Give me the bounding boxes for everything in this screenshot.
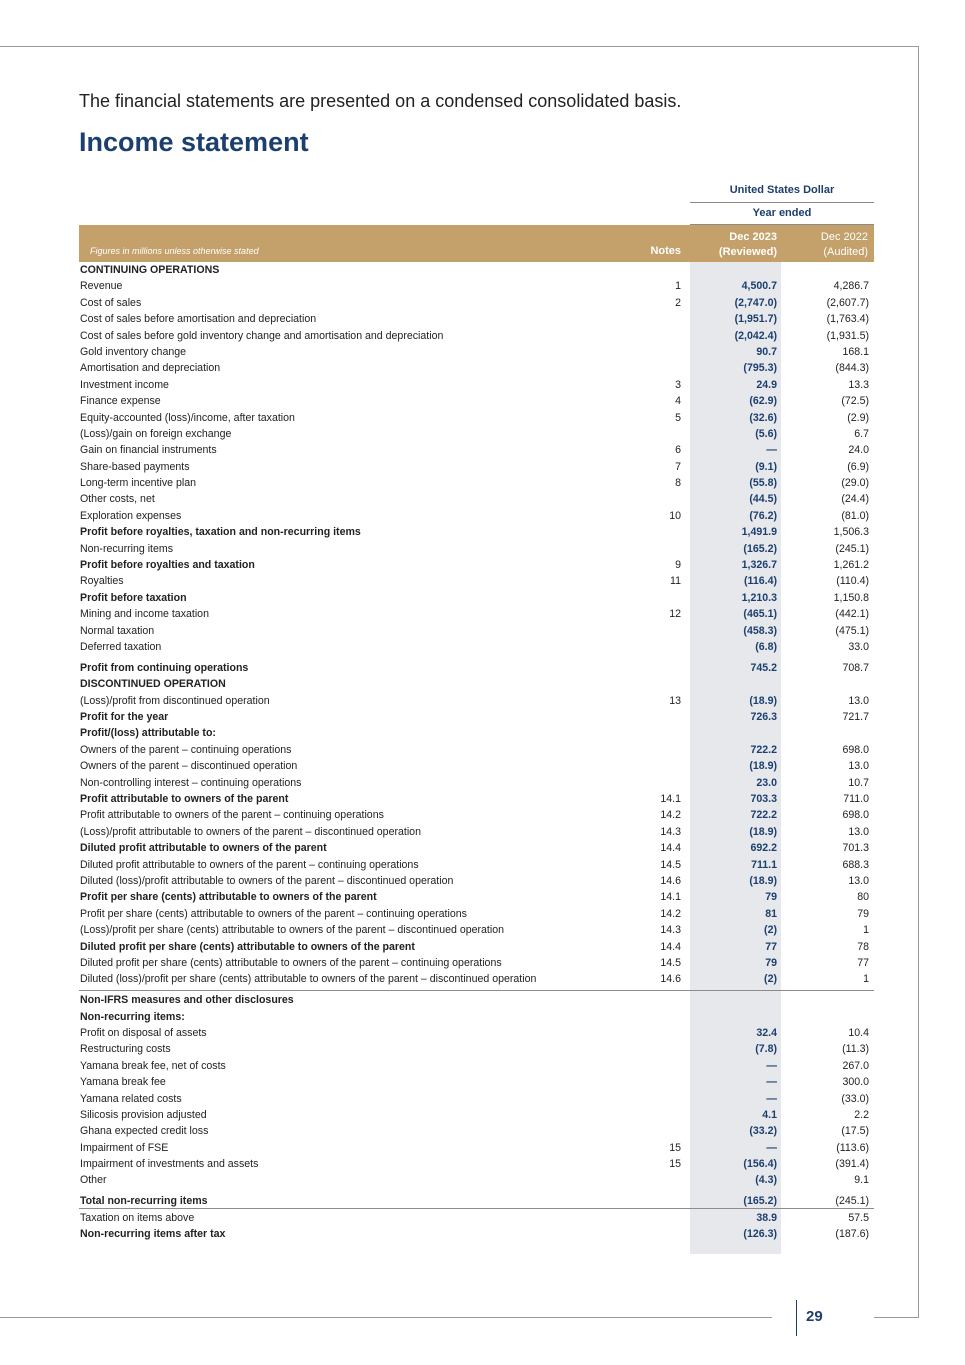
row-note: 15 xyxy=(669,1141,681,1154)
table-row xyxy=(79,344,874,360)
value-dec-2022: 24.0 xyxy=(848,444,869,457)
table-row xyxy=(79,524,874,540)
table-row xyxy=(79,360,874,376)
value-dec-2023: — xyxy=(766,1141,777,1154)
value-dec-2023: (2,042.4) xyxy=(734,329,777,342)
dec-2022-status: (Audited) xyxy=(823,246,868,258)
table-row xyxy=(79,328,874,344)
value-dec-2022: (187.6) xyxy=(835,1228,869,1241)
table-row xyxy=(79,992,874,1008)
row-label: Gold inventory change xyxy=(80,345,187,358)
value-dec-2022: 1 xyxy=(863,973,869,986)
table-row xyxy=(79,459,874,475)
value-dec-2022: (81.0) xyxy=(841,509,869,522)
table-row xyxy=(79,709,874,725)
value-dec-2023: (156.4) xyxy=(743,1158,777,1171)
row-label: Taxation on items above xyxy=(80,1211,195,1224)
row-label: Profit attributable to owners of the parent xyxy=(80,793,289,805)
row-label: Revenue xyxy=(80,280,123,293)
table-row xyxy=(79,475,874,491)
dec-2022-column-header xyxy=(781,230,868,260)
value-dec-2022: 698.0 xyxy=(842,809,869,822)
table-row xyxy=(79,889,874,905)
row-note: 14.2 xyxy=(660,907,681,920)
row-label: Profit before royalties and taxation xyxy=(80,559,255,572)
page-frame-right xyxy=(918,46,919,1318)
value-dec-2022: (11.3) xyxy=(842,1043,869,1056)
table-row xyxy=(79,676,874,692)
value-dec-2023: 703.3 xyxy=(750,793,777,805)
total-rule xyxy=(79,1208,874,1209)
value-dec-2022: (17.5) xyxy=(841,1125,869,1138)
value-dec-2022: (442.1) xyxy=(835,608,869,621)
row-note: 14.6 xyxy=(660,874,681,887)
row-label: (Loss)/gain on foreign exchange xyxy=(80,427,232,440)
table-row xyxy=(79,508,874,524)
table-row xyxy=(79,623,874,639)
table-row xyxy=(79,906,874,922)
table-row xyxy=(79,491,874,507)
section-rule xyxy=(79,990,874,991)
table-row xyxy=(79,775,874,791)
value-dec-2023: (165.2) xyxy=(743,542,777,555)
value-dec-2022: (113.6) xyxy=(836,1141,869,1154)
value-dec-2023: 722.2 xyxy=(750,809,777,822)
table-row xyxy=(79,606,874,622)
row-label: Amortisation and depreciation xyxy=(80,362,221,375)
value-dec-2023: 1,326.7 xyxy=(741,559,777,572)
row-label: Diluted (loss)/profit attributable to owners of the parent – discontinued operation xyxy=(80,874,454,887)
value-dec-2022: 708.7 xyxy=(842,661,869,674)
value-dec-2023: 77 xyxy=(765,940,777,953)
row-label: Profit before royalties, taxation and non-recurring items xyxy=(80,526,361,539)
row-label: Diluted profit per share (cents) attributable to owners of the parent xyxy=(80,940,415,953)
value-dec-2023: (62.9) xyxy=(749,395,777,408)
value-dec-2023: 745.2 xyxy=(750,661,777,674)
value-dec-2022: 57.5 xyxy=(848,1211,869,1224)
row-label: CONTINUING OPERATIONS xyxy=(80,264,220,276)
figures-note: Figures in millions unless otherwise stated xyxy=(90,246,259,256)
row-label: Normal taxation xyxy=(80,624,155,637)
page-frame-bottom-right xyxy=(874,1317,919,1318)
row-label: Profit/(loss) attributable to: xyxy=(80,727,216,740)
value-dec-2023: 722.2 xyxy=(750,743,777,756)
value-dec-2022: 13.0 xyxy=(848,694,869,707)
table-row xyxy=(79,1156,874,1172)
page-frame-bottom xyxy=(0,1317,772,1318)
table-row xyxy=(79,1107,874,1123)
table-row xyxy=(79,693,874,709)
value-dec-2023: 38.9 xyxy=(756,1211,777,1224)
page-number: 29 xyxy=(806,1308,823,1325)
value-dec-2023: (55.8) xyxy=(749,477,777,490)
value-dec-2022: (2,607.7) xyxy=(826,296,869,309)
row-note: 11 xyxy=(670,575,681,588)
value-dec-2023: 32.4 xyxy=(756,1026,777,1039)
value-dec-2023: 79 xyxy=(765,956,777,969)
value-dec-2022: 4,286.7 xyxy=(833,280,869,293)
table-row xyxy=(79,660,874,676)
row-label: Diluted profit attributable to owners of the parent – continuing operations xyxy=(80,858,419,871)
value-dec-2023: (44.5) xyxy=(749,493,777,506)
table-row xyxy=(79,1091,874,1107)
row-label: Deferred taxation xyxy=(80,640,162,653)
row-note: 14.4 xyxy=(660,842,681,855)
table-row xyxy=(79,278,874,294)
value-dec-2022: 77 xyxy=(857,956,869,969)
intro-text: The financial statements are presented on a condensed consolidated basis. xyxy=(79,91,682,111)
row-label: Diluted profit attributable to owners of the parent xyxy=(80,842,327,855)
row-label: Profit attributable to owners of the parent – continuing operations xyxy=(80,809,384,822)
row-label: Ghana expected credit loss xyxy=(80,1125,209,1138)
row-label: Mining and income taxation xyxy=(80,608,209,621)
row-note: 14.6 xyxy=(660,973,681,986)
table-row xyxy=(79,1210,874,1226)
table-row xyxy=(79,393,874,409)
row-label: Non-controlling interest – continuing operations xyxy=(80,776,302,789)
row-note: 10 xyxy=(669,509,681,522)
value-dec-2023: (33.2) xyxy=(749,1125,777,1138)
row-label: Long-term incentive plan xyxy=(80,477,197,490)
value-dec-2023: (7.8) xyxy=(755,1043,777,1056)
value-dec-2022: 10.4 xyxy=(848,1026,869,1039)
row-label: Diluted profit per share (cents) attributable to owners of the parent – continuing operations xyxy=(80,956,502,969)
value-dec-2022: 13.0 xyxy=(848,825,869,838)
value-dec-2023: 81 xyxy=(765,907,777,920)
row-label: (Loss)/profit from discontinued operation xyxy=(80,694,270,707)
row-label: Profit from continuing operations xyxy=(80,661,249,674)
value-dec-2022: 711.0 xyxy=(843,793,869,805)
row-label: Other costs, net xyxy=(80,493,155,506)
table-row xyxy=(79,573,874,589)
value-dec-2023: (4.3) xyxy=(755,1174,777,1187)
currency-heading: United States Dollar xyxy=(729,184,835,196)
value-dec-2022: (475.1) xyxy=(835,624,869,637)
value-dec-2023: — xyxy=(766,1076,777,1089)
value-dec-2022: (6.9) xyxy=(847,460,869,473)
row-label: Equity-accounted (loss)/income, after taxation xyxy=(80,411,295,424)
table-row xyxy=(79,955,874,971)
value-dec-2022: 168.1 xyxy=(842,345,869,358)
row-label: Non-recurring items after tax xyxy=(80,1228,226,1241)
value-dec-2022: 13.0 xyxy=(848,874,869,887)
table-row xyxy=(79,791,874,807)
row-label: Profit on disposal of assets xyxy=(80,1026,207,1039)
row-note: 3 xyxy=(675,378,681,391)
page-frame-top xyxy=(0,46,919,47)
row-label: DISCONTINUED OPERATION xyxy=(80,678,226,691)
row-note: 5 xyxy=(675,411,681,424)
table-row xyxy=(79,725,874,741)
value-dec-2022: 1 xyxy=(863,924,869,937)
table-row xyxy=(79,758,874,774)
value-dec-2023: 1,210.3 xyxy=(741,591,777,604)
row-note: 14.3 xyxy=(660,825,681,838)
table-row xyxy=(79,971,874,987)
value-dec-2022: (72.5) xyxy=(841,395,869,408)
row-label: Profit for the year xyxy=(80,711,169,724)
value-dec-2022: 80 xyxy=(857,891,869,904)
value-dec-2023: 726.3 xyxy=(750,711,777,724)
value-dec-2023: (126.3) xyxy=(743,1228,777,1241)
table-row xyxy=(79,1009,874,1025)
value-dec-2022: (2.9) xyxy=(847,411,869,424)
value-dec-2023: (6.8) xyxy=(755,640,777,653)
value-dec-2022: 13.0 xyxy=(848,760,869,773)
row-label: (Loss)/profit per share (cents) attributable to owners of the parent – discontinued operation xyxy=(80,924,504,937)
row-note: 14.3 xyxy=(660,924,681,937)
table-row xyxy=(79,857,874,873)
row-label: Cost of sales xyxy=(80,296,142,309)
value-dec-2023: (165.2) xyxy=(743,1195,777,1208)
dec-2023-status: (Reviewed) xyxy=(718,246,777,258)
row-label: Profit per share (cents) attributable to owners of the parent xyxy=(80,891,377,904)
table-row xyxy=(79,426,874,442)
row-label: Yamana break fee, net of costs xyxy=(80,1059,226,1072)
table-row xyxy=(79,1123,874,1139)
value-dec-2023: (9.1) xyxy=(755,460,777,473)
page-title: Income statement xyxy=(79,127,309,157)
dec-2023-label: Dec 2023 xyxy=(729,231,777,243)
value-dec-2022: 1,506.3 xyxy=(833,526,869,539)
value-dec-2023: 711.1 xyxy=(751,858,777,871)
table-row xyxy=(79,295,874,311)
table-row xyxy=(79,410,874,426)
value-dec-2022: 2.2 xyxy=(854,1108,869,1121)
row-label: Impairment of investments and assets xyxy=(80,1158,259,1171)
table-row xyxy=(79,541,874,557)
value-dec-2022: 6.7 xyxy=(854,427,869,440)
row-note: 1 xyxy=(675,280,681,293)
dec-2023-column-header xyxy=(690,230,777,260)
row-note: 2 xyxy=(675,296,681,309)
row-label: Gain on financial instruments xyxy=(80,444,217,457)
value-dec-2022: (1,763.4) xyxy=(826,313,869,326)
row-label: Restructuring costs xyxy=(80,1043,171,1056)
row-label: Other xyxy=(80,1174,107,1187)
table-row xyxy=(79,311,874,327)
row-label: Share-based payments xyxy=(80,460,190,473)
value-dec-2022: 10.7 xyxy=(848,776,869,789)
table-row xyxy=(79,262,874,278)
value-dec-2022: (391.4) xyxy=(835,1158,869,1171)
table-row xyxy=(79,873,874,889)
value-dec-2022: 1,261.2 xyxy=(833,559,869,572)
page-number-divider xyxy=(796,1300,797,1336)
value-dec-2022: 701.3 xyxy=(842,842,869,855)
row-label: Non-recurring items xyxy=(80,542,174,555)
table-row xyxy=(79,639,874,655)
row-label: Owners of the parent – discontinued operation xyxy=(80,760,298,773)
notes-column-header: Notes xyxy=(650,245,681,257)
row-label: Owners of the parent – continuing operations xyxy=(80,743,292,756)
row-label: Silicosis provision adjusted xyxy=(80,1108,207,1121)
value-dec-2022: 688.3 xyxy=(842,858,869,871)
value-dec-2022: 33.0 xyxy=(848,640,869,653)
value-dec-2023: (2,747.0) xyxy=(734,296,777,309)
table-row xyxy=(79,1226,874,1242)
table-row xyxy=(79,742,874,758)
row-label: Non-IFRS measures and other disclosures xyxy=(80,994,294,1007)
row-label: Total non-recurring items xyxy=(80,1195,208,1208)
value-dec-2023: (458.3) xyxy=(743,624,777,637)
row-note: 13 xyxy=(669,694,681,707)
table-row xyxy=(79,590,874,606)
row-note: 14.4 xyxy=(660,940,681,953)
value-dec-2023: — xyxy=(766,1092,777,1105)
row-note: 6 xyxy=(675,444,681,457)
row-note: 8 xyxy=(675,477,681,490)
table-row xyxy=(79,1058,874,1074)
value-dec-2023: (18.9) xyxy=(749,874,777,887)
value-dec-2023: (18.9) xyxy=(749,694,777,707)
row-label: Exploration expenses xyxy=(80,509,182,522)
income-statement-table xyxy=(79,262,874,1243)
value-dec-2022: 721.7 xyxy=(842,711,869,724)
table-row xyxy=(79,1074,874,1090)
row-label: Non-recurring items: xyxy=(80,1010,185,1023)
table-row xyxy=(79,1041,874,1057)
value-dec-2023: (18.9) xyxy=(749,760,777,773)
row-note: 14.5 xyxy=(660,858,681,871)
value-dec-2022: 13.3 xyxy=(848,378,869,391)
value-dec-2022: 79 xyxy=(857,907,869,920)
row-note: 9 xyxy=(675,559,681,572)
row-label: Diluted (loss)/profit per share (cents) attributable to owners of the parent – discontinued operation xyxy=(80,973,537,986)
table-row xyxy=(79,824,874,840)
dec-2022-label: Dec 2022 xyxy=(820,231,868,243)
row-note: 14.1 xyxy=(660,891,681,904)
value-dec-2022: (1,931.5) xyxy=(826,329,869,342)
table-row xyxy=(79,1025,874,1041)
row-label: Impairment of FSE xyxy=(80,1141,169,1154)
value-dec-2023: (32.6) xyxy=(749,411,777,424)
value-dec-2022: 300.0 xyxy=(842,1076,869,1089)
row-label: Royalties xyxy=(80,575,124,588)
value-dec-2023: (465.1) xyxy=(743,608,777,621)
row-note: 14.1 xyxy=(660,793,681,805)
value-dec-2023: (1,951.7) xyxy=(734,313,777,326)
currency-rule xyxy=(690,202,874,203)
table-row xyxy=(79,922,874,938)
value-dec-2022: (110.4) xyxy=(836,575,869,588)
value-dec-2023: 24.9 xyxy=(756,378,777,391)
row-label: Yamana break fee xyxy=(80,1076,166,1089)
value-dec-2022: (245.1) xyxy=(835,1195,869,1208)
value-dec-2023: 4.1 xyxy=(762,1108,777,1121)
table-row xyxy=(79,1140,874,1156)
row-label: Profit before taxation xyxy=(80,591,187,604)
table-row xyxy=(79,442,874,458)
value-dec-2023: 79 xyxy=(765,891,777,904)
value-dec-2022: 9.1 xyxy=(854,1174,869,1187)
value-dec-2022: (24.4) xyxy=(841,493,869,506)
table-row xyxy=(79,557,874,573)
value-dec-2023: (2) xyxy=(764,924,777,937)
row-note: 14.2 xyxy=(660,809,681,822)
value-dec-2023: (76.2) xyxy=(749,509,777,522)
table-row xyxy=(79,840,874,856)
value-dec-2022: 698.0 xyxy=(842,743,869,756)
row-label: Yamana related costs xyxy=(80,1092,182,1105)
value-dec-2023: — xyxy=(766,444,777,457)
value-dec-2023: — xyxy=(766,1059,777,1072)
table-row xyxy=(79,1172,874,1188)
value-dec-2022: (844.3) xyxy=(835,362,869,375)
period-heading: Year ended xyxy=(752,207,812,219)
row-label: Finance expense xyxy=(80,395,161,408)
value-dec-2022: (245.1) xyxy=(835,542,869,555)
value-dec-2023: 23.0 xyxy=(756,776,777,789)
row-label: Cost of sales before gold inventory change and amortisation and depreciation xyxy=(80,329,444,342)
row-note: 7 xyxy=(675,460,681,473)
value-dec-2023: 1,491.9 xyxy=(741,526,777,539)
row-note: 12 xyxy=(669,608,681,621)
table-header xyxy=(79,225,874,262)
row-label: Cost of sales before amortisation and depreciation xyxy=(80,313,317,326)
row-label: (Loss)/profit attributable to owners of the parent – discontinued operation xyxy=(80,825,421,838)
value-dec-2023: (18.9) xyxy=(749,825,777,838)
value-dec-2023: (116.4) xyxy=(744,575,777,588)
value-dec-2023: (795.3) xyxy=(743,362,777,375)
row-note: 14.5 xyxy=(660,956,681,969)
value-dec-2022: 267.0 xyxy=(842,1059,869,1072)
row-label: Investment income xyxy=(80,378,169,391)
value-dec-2023: 90.7 xyxy=(756,345,777,358)
value-dec-2023: (2) xyxy=(764,973,777,986)
value-dec-2022: (33.0) xyxy=(841,1092,869,1105)
table-row xyxy=(79,807,874,823)
row-note: 4 xyxy=(675,395,681,408)
value-dec-2023: (5.6) xyxy=(755,427,777,440)
table-row xyxy=(79,377,874,393)
value-dec-2022: 1,150.8 xyxy=(833,591,869,604)
row-note: 15 xyxy=(669,1158,681,1171)
row-label: Profit per share (cents) attributable to owners of the parent – continuing operations xyxy=(80,907,467,920)
value-dec-2023: 4,500.7 xyxy=(741,280,777,293)
table-row xyxy=(79,939,874,955)
value-dec-2022: (29.0) xyxy=(841,477,869,490)
value-dec-2022: 78 xyxy=(857,940,869,953)
value-dec-2023: 692.2 xyxy=(750,842,777,855)
